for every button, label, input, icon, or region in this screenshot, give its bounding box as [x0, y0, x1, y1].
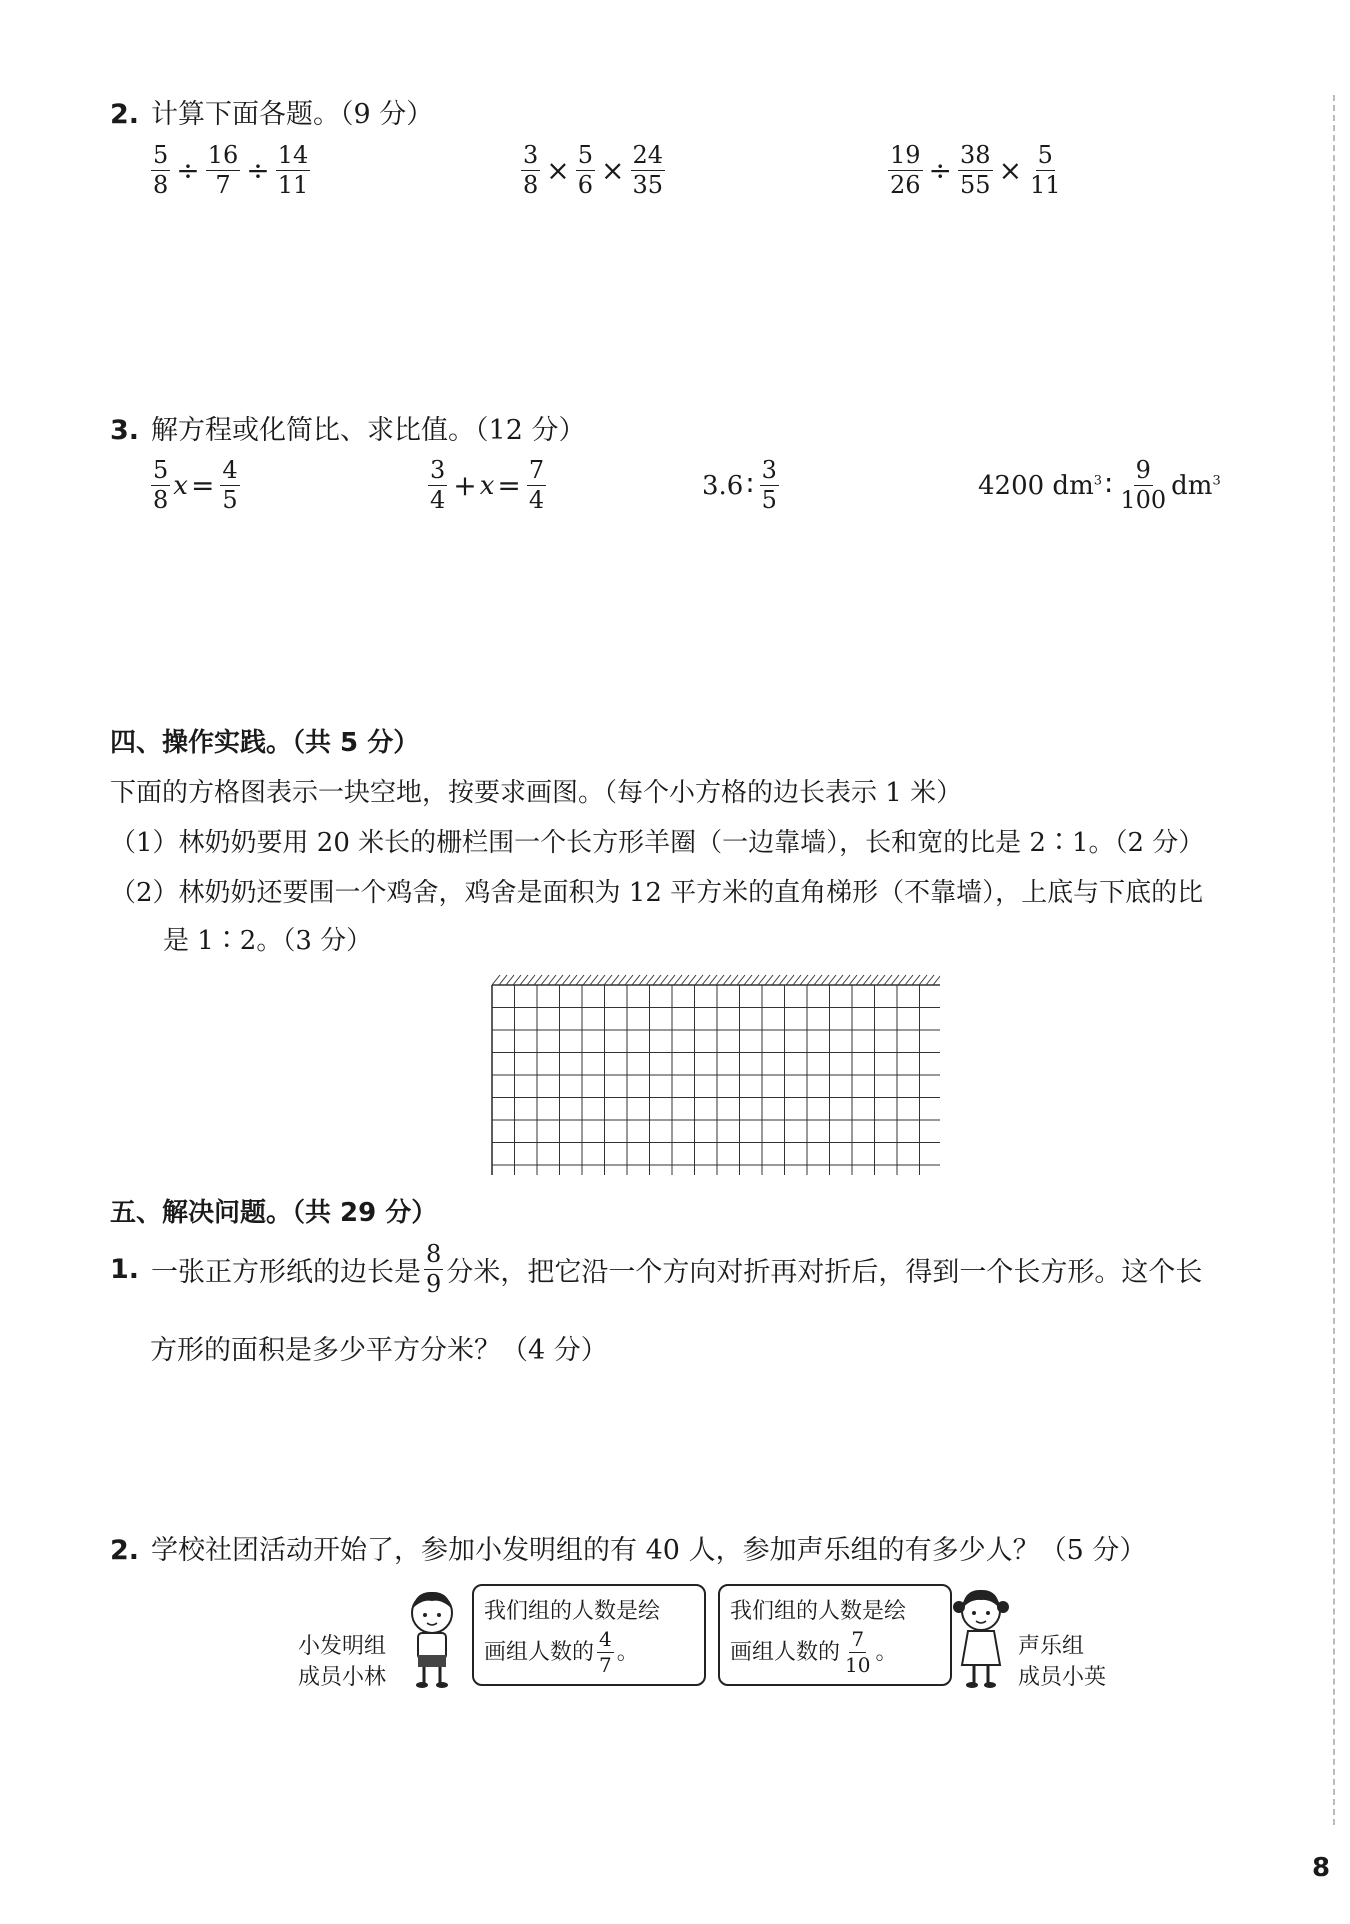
hatch-mark — [856, 975, 864, 985]
problem-text: 学校社团活动开始了，参加小发明组的有 40 人，参加声乐组的有多少人？（5 分） — [151, 1535, 1147, 1566]
fraction: $\frac{4}{7}$ — [599, 1627, 612, 1678]
grid-diagram — [480, 965, 940, 1175]
hatch-mark — [618, 975, 626, 985]
hatch-mark — [877, 975, 885, 985]
hatch-mark — [604, 975, 612, 985]
hatch-mark — [534, 975, 542, 985]
hatch-mark — [639, 975, 647, 985]
hatch-mark — [765, 975, 773, 985]
calc-item-2 — [518, 143, 668, 198]
hatch-mark — [576, 975, 584, 985]
margin-dashed-line — [1333, 95, 1335, 1825]
hatch-mark — [583, 975, 591, 985]
fraction: $\frac{7}{4}$ — [528, 456, 545, 515]
fraction: $\frac{3}{8}$ — [523, 141, 539, 200]
equals-sign: = — [190, 469, 215, 503]
fraction: $\frac{5}{11}$ — [1030, 141, 1061, 200]
hatch-mark — [814, 975, 822, 985]
section-4-part-2: （2）林奶奶还要围一个鸡舍，鸡舍是面积为 12 平方米的直角梯形（不靠墙），上底与下底的比 — [110, 878, 1204, 908]
equation-1 — [148, 458, 243, 513]
hatch-mark — [828, 975, 836, 985]
hatch-mark — [933, 975, 940, 985]
calc-item-3 — [885, 143, 1066, 198]
operator: × — [601, 154, 625, 188]
hatch-mark — [807, 975, 815, 985]
hatch-mark — [548, 975, 556, 985]
hatch-mark — [541, 975, 549, 985]
fraction: $\frac{5}{8}$ — [153, 141, 169, 200]
hatch-mark — [786, 975, 794, 985]
hatch-mark — [793, 975, 801, 985]
question-title: 计算下面各题。（9 分） — [151, 99, 434, 130]
hatch-mark — [520, 975, 528, 985]
question-number: 3. — [110, 415, 140, 446]
fraction: $\frac{7}{10}$ — [845, 1627, 871, 1678]
ratio-1 — [702, 458, 782, 513]
question-2-heading — [110, 92, 433, 131]
ratio-left: 3.6 — [702, 470, 744, 501]
fraction: $\frac{3}{4}$ — [430, 456, 446, 515]
hatch-mark — [660, 975, 668, 985]
section-4-intro: 下面的方格图表示一块空地，按要求画图。（每个小方格的边长表示 1 米） — [110, 778, 963, 808]
hatch-mark — [758, 975, 766, 985]
problem-text: 分米，把它沿一个方向对折再对折后，得到一个长方形。这个长 — [446, 1257, 1203, 1289]
hatch-mark — [835, 975, 843, 985]
hatch-mark — [863, 975, 871, 985]
equals-sign: = — [497, 469, 521, 503]
hatch-mark — [506, 975, 514, 985]
hatch-mark — [716, 975, 724, 985]
hatch-mark — [800, 975, 808, 985]
hatch-mark — [555, 975, 563, 985]
grid-lines — [492, 985, 940, 1175]
hatch-mark — [919, 975, 927, 985]
fraction: $\frac{19}{26}$ — [890, 141, 921, 200]
section-4-part-2-cont: 是 1∶2。（3 分） — [163, 926, 373, 956]
problem-text: 一张正方形纸的边长是 — [151, 1257, 422, 1289]
hatch-mark — [891, 975, 899, 985]
wall-hatch — [492, 975, 940, 985]
fraction: $\frac{8}{9}$ — [426, 1240, 442, 1299]
fraction: $\frac{5}{8}$ — [153, 456, 169, 515]
ratio-left: 4200 $dm^3$ — [978, 470, 1103, 501]
question-3-heading — [110, 408, 586, 447]
hatch-mark — [681, 975, 689, 985]
hatch-mark — [653, 975, 661, 985]
fraction: $\frac{3}{5}$ — [761, 456, 777, 515]
operator: ÷ — [176, 154, 200, 188]
speech-bubble-girl: 我们组的人数是绘 画组人数的 $\frac{7}{10}$ 。 — [718, 1584, 952, 1686]
variable: x — [479, 470, 495, 501]
calc-item-1 — [148, 143, 313, 198]
hatch-mark — [779, 975, 787, 985]
hatch-mark — [898, 975, 906, 985]
hatch-mark — [625, 975, 633, 985]
speech-bubble-boy: 我们组的人数是绘 画组人数的 $\frac{4}{7}$ 。 — [472, 1584, 706, 1686]
colon: ∶ — [1105, 469, 1113, 503]
hatch-mark — [646, 975, 654, 985]
hatch-mark — [569, 975, 577, 985]
hatch-mark — [737, 975, 745, 985]
hatch-mark — [688, 975, 696, 985]
plus-sign: + — [453, 469, 477, 503]
hatch-mark — [849, 975, 857, 985]
question-number: 2. — [110, 1535, 140, 1566]
boy-illustration-icon — [402, 1585, 462, 1690]
hatch-mark — [702, 975, 710, 985]
girl-label: 声乐组 成员小英 — [1018, 1634, 1107, 1690]
variable: x — [173, 470, 188, 501]
hatch-mark — [905, 975, 913, 985]
fraction: $\frac{5}{6}$ — [577, 141, 594, 200]
problem-1-line-1 — [110, 1242, 1202, 1297]
problem-2-line — [110, 1528, 1146, 1567]
hatch-mark — [597, 975, 605, 985]
fraction: $\frac{16}{7}$ — [207, 141, 239, 200]
hatch-mark — [527, 975, 535, 985]
hatch-mark — [912, 975, 920, 985]
girl-illustration-icon — [950, 1583, 1012, 1693]
fraction: $\frac{38}{55}$ — [960, 141, 991, 200]
hatch-mark — [744, 975, 752, 985]
question-number: 1. — [110, 1254, 140, 1286]
fraction: $\frac{14}{11}$ — [277, 141, 309, 200]
hatch-mark — [632, 975, 640, 985]
fraction: $\frac{9}{100}$ — [1120, 456, 1167, 515]
ratio-2 — [978, 458, 1221, 513]
hatch-mark — [870, 975, 878, 985]
hatch-mark — [730, 975, 738, 985]
hatch-mark — [821, 975, 829, 985]
operator: × — [546, 154, 570, 188]
hatch-mark — [723, 975, 731, 985]
question-title: 解方程或化简比、求比值。（12 分） — [151, 415, 586, 446]
hatch-mark — [492, 975, 500, 985]
problem-1-line-2: 方形的面积是多少平方分米？（4 分） — [150, 1335, 608, 1366]
hatch-mark — [513, 975, 521, 985]
section-4-part-1: （1）林奶奶要用 20 米长的栅栏围一个长方形羊圈（一边靠墙），长和宽的比是 2∶1。（2 分） — [110, 828, 1205, 858]
hatch-mark — [709, 975, 717, 985]
hatch-mark — [695, 975, 703, 985]
hatch-mark — [590, 975, 598, 985]
unit: $dm^3$ — [1171, 470, 1221, 501]
hatch-mark — [499, 975, 507, 985]
hatch-mark — [667, 975, 675, 985]
page-number: 8 — [1312, 1853, 1331, 1883]
hatch-mark — [562, 975, 570, 985]
hatch-mark — [772, 975, 780, 985]
hatch-mark — [926, 975, 934, 985]
hatch-mark — [674, 975, 682, 985]
boy-label: 小发明组 成员小林 — [298, 1634, 387, 1690]
question-number: 2. — [110, 99, 140, 130]
fraction: $\frac{24}{35}$ — [632, 141, 664, 200]
section-5-title: 五、解决问题。（共 29 分） — [110, 1198, 438, 1228]
section-4-title: 四、操作实践。（共 5 分） — [110, 728, 420, 758]
operator: ÷ — [928, 154, 953, 188]
operator: × — [998, 154, 1023, 188]
hatch-mark — [842, 975, 850, 985]
colon: ∶ — [746, 469, 754, 503]
hatch-mark — [751, 975, 759, 985]
hatch-mark — [611, 975, 619, 985]
hatch-mark — [884, 975, 892, 985]
operator: ÷ — [246, 154, 270, 188]
equation-2 — [425, 458, 549, 513]
fraction: $\frac{4}{5}$ — [222, 456, 238, 515]
